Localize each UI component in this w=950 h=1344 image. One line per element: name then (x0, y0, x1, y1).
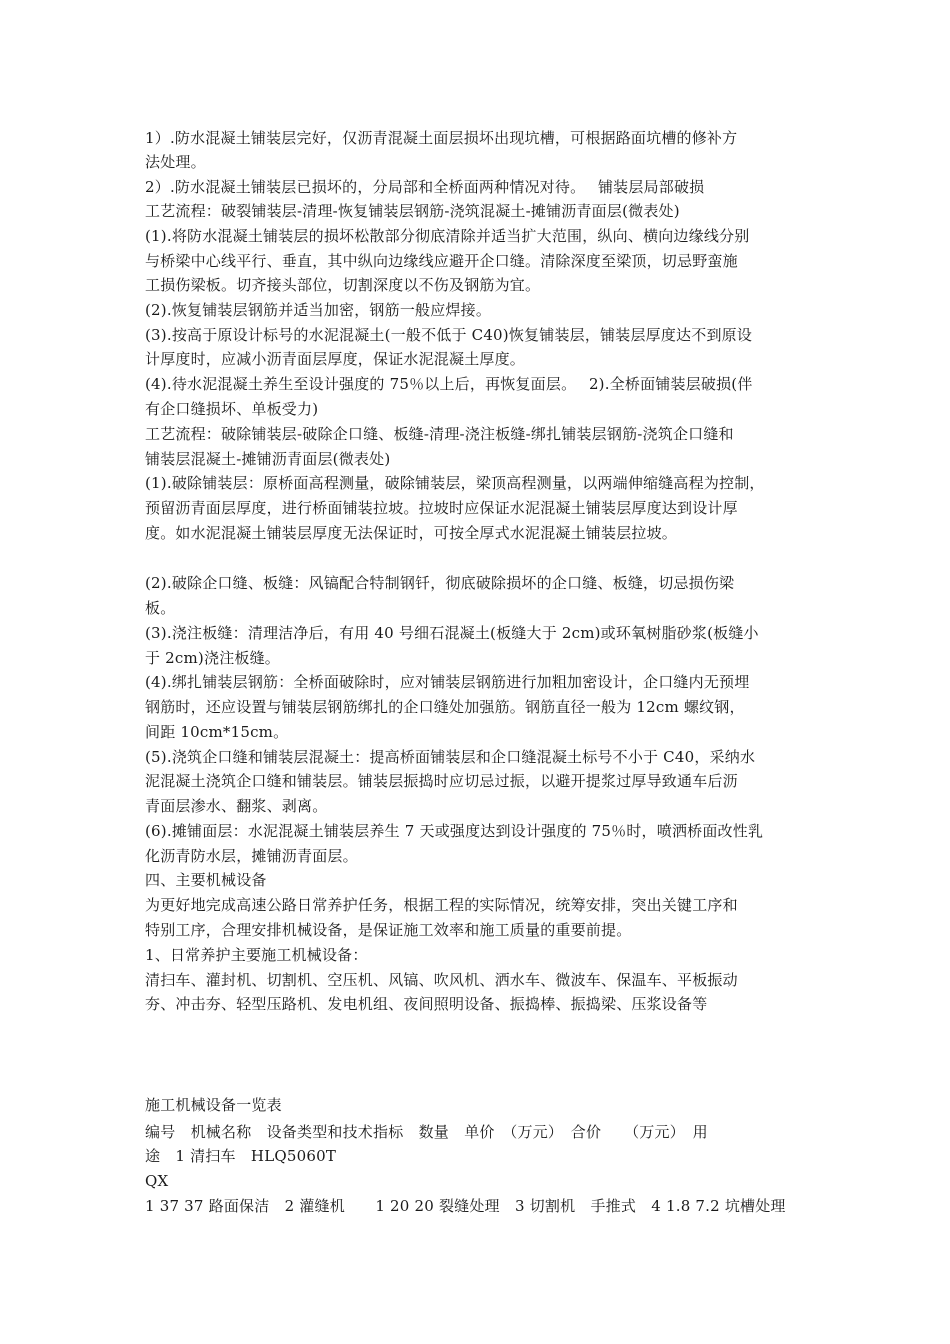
text-line: 工艺流程：破除铺装层-破除企口缝、板缝-清理-浇注板缝-绑扎铺装层钢筋-浇筑企口缝和 (145, 425, 734, 443)
text-line: 2）.防水混凝土铺装层已损坏的，分局部和全桥面两种情况对待。 铺装层局部破损 (145, 178, 705, 196)
table-text-line: QX (145, 1172, 169, 1190)
text-line: (5).浇筑企口缝和铺装层混凝土：提高桥面铺装层和企口缝混凝土标号不小于 C40，采纳水 (145, 748, 756, 766)
text-line: 于 2cm)浇注板缝。 (145, 649, 280, 667)
text-line: 夯、冲击夯、轻型压路机、发电机组、夜间照明设备、振捣棒、振捣梁、压浆设备等 (145, 995, 708, 1013)
table-header-line: 编号 机械名称 设备类型和技术指标 数量 单价 （万元） 合价 （万元） 用 (145, 1123, 708, 1141)
text-line: (1).将防水混凝土铺装层的损坏松散部分彻底清除并适当扩大范围，纵向、横向边缘线分别 (145, 227, 750, 245)
text-line: 特别工序，合理安排机械设备，是保证施工效率和施工质量的重要前提。 (145, 921, 632, 939)
text-line: 间距 10cm*15cm。 (145, 723, 289, 741)
text-line: 预留沥青面层厚度，进行桥面铺装拉坡。拉坡时应保证水泥混凝土铺装层厚度达到设计厚 (145, 499, 738, 517)
text-line: 工艺流程：破裂铺装层-清理-恢复铺装层钢筋-浇筑混凝土-摊铺沥青面层(微表处) (145, 202, 680, 220)
table-text-line: 1 37 37 路面保洁 2 灌缝机 1 20 20 裂缝处理 3 切割机 手推式 4 1.8 7.2 坑槽处理 (145, 1197, 786, 1215)
text-line: 青面层渗水、翻浆、剥离。 (145, 797, 328, 815)
text-line: 1）.防水混凝土铺装层完好，仅沥青混凝土面层损坏出现坑槽，可根据路面坑槽的修补方 (145, 129, 738, 147)
text-line: 铺装层混凝土-摊铺沥青面层(微表处) (145, 450, 391, 468)
text-line: (2).破除企口缝、板缝：风镐配合特制钢钎，彻底破除损坏的企口缝、板缝，切忌损伤梁 (145, 574, 735, 592)
text-line: (3).浇注板缝：清理洁净后，有用 40 号细石混凝土(板缝大于 2cm)或环氧树脂砂浆(板缝小 (145, 624, 759, 642)
text-line: 泥混凝土浇筑企口缝和铺装层。铺装层振捣时应切忌过振，以避开提浆过厚导致通车后沥 (145, 772, 738, 790)
section-heading: 四、主要机械设备 (145, 871, 267, 889)
text-line: 法处理。 (145, 153, 206, 171)
text-line: 钢筋时，还应设置与铺装层钢筋绑扎的企口缝处加强筋。钢筋直径一般为 12cm 螺纹钢， (145, 698, 745, 716)
text-line: 工损伤梁板。切齐接头部位，切割深度以不伤及钢筋为宜。 (145, 276, 541, 294)
text-line: 与桥梁中心线平行、垂直，其中纵向边缘线应避开企口缝。清除深度至梁顶，切忌野蛮施 (145, 252, 738, 270)
text-line: (4).待水泥混凝土养生至设计强度的 75％以上后，再恢复面层。 2).全桥面铺装层破损(伴 (145, 375, 753, 393)
text-line: (1).破除铺装层：原桥面高程测量，破除铺装层，梁顶高程测量，以两端伸缩缝高程为控制， (145, 474, 765, 492)
text-line: 为更好地完成高速公路日常养护任务，根据工程的实际情况，统筹安排，突出关键工序和 (145, 896, 738, 914)
text-line: 1、日常养护主要施工机械设备： (145, 946, 368, 964)
text-line: 计厚度时，应减小沥青面层厚度，保证水泥混凝土厚度。 (145, 350, 526, 368)
text-line: 化沥青防水层，摊铺沥青面层。 (145, 847, 358, 865)
table-text-line: 途 1 清扫车 HLQ5060T (145, 1147, 337, 1165)
text-line: 板。 (145, 599, 176, 617)
text-line: (2).恢复铺装层钢筋并适当加密，钢筋一般应焊接。 (145, 301, 492, 319)
text-line: 度。如水泥混凝土铺装层厚度无法保证时，可按全厚式水泥混凝土铺装层拉坡。 (145, 524, 678, 542)
text-line: (6).摊铺面层：水泥混凝土铺装层养生 7 天或强度达到设计强度的 75％时，喷洒桥面改性乳 (145, 822, 764, 840)
text-line: 有企口缝损坏、单板受力) (145, 400, 319, 418)
text-line: (3).按高于原设计标号的水泥混凝土(一般不低于 C40)恢复铺装层，铺装层厚度达不到原设 (145, 326, 753, 344)
text-line: (4).绑扎铺装层钢筋：全桥面破除时，应对铺装层钢筋进行加粗加密设计，企口缝内无预埋 (145, 673, 750, 691)
table-title: 施工机械设备一览表 (145, 1096, 282, 1114)
text-line: 清扫车、灌封机、切割机、空压机、风镐、吹风机、洒水车、微波车、保温车、平板振动 (145, 971, 738, 989)
